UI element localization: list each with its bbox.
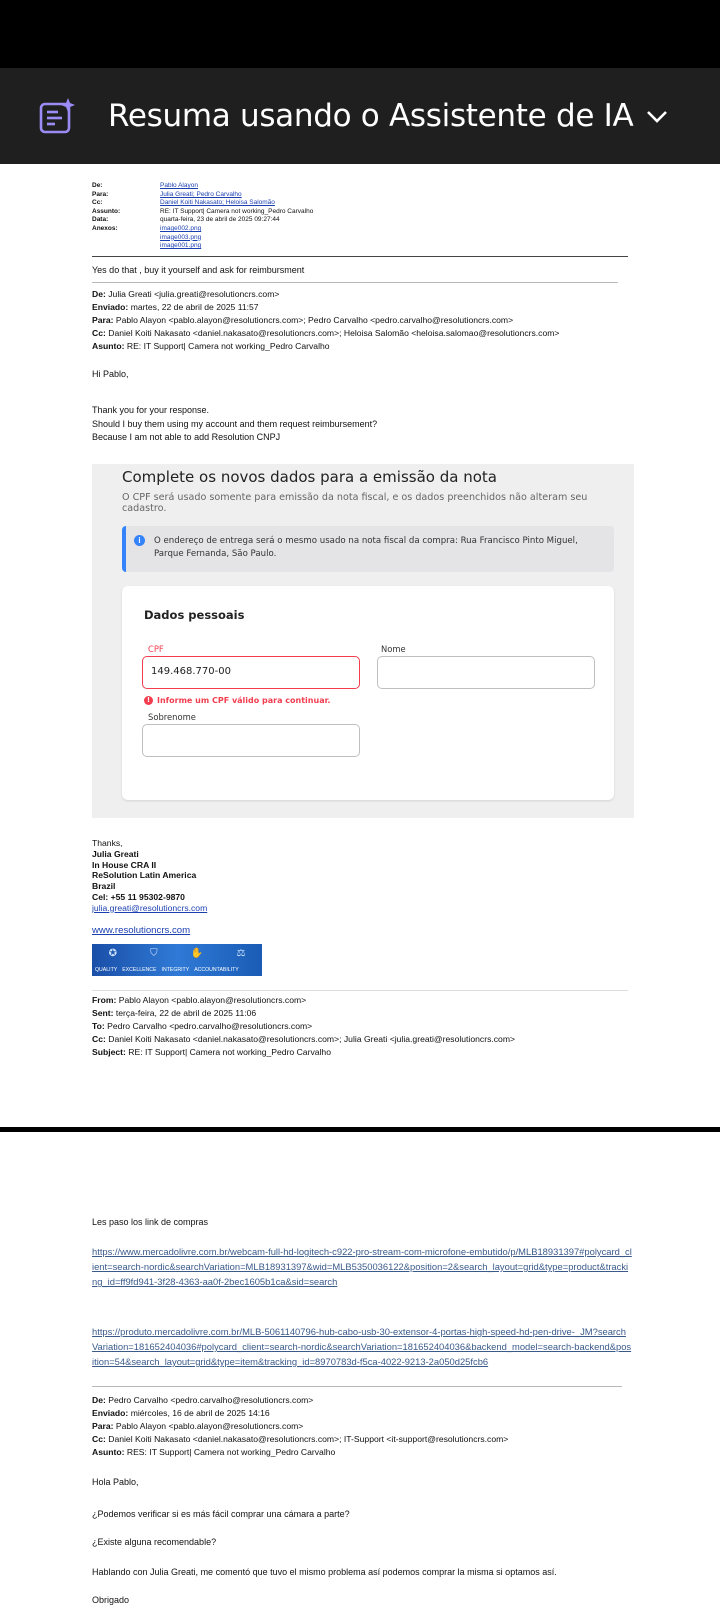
info-notice: i O endereço de entrega será o mesmo usado na nota fiscal da compra: Rua Francisco Pinto Miguel, Parque Fernanda, São Paulo. xyxy=(122,526,614,572)
website-link[interactable]: www.resolutioncrs.com xyxy=(92,924,191,936)
divider xyxy=(92,990,628,991)
closing-2: Obrigado xyxy=(92,1595,130,1605)
cc-link[interactable]: Daniel Koiti Nakasato; Heloisa Salomão xyxy=(160,199,275,207)
shield-icon: ⛉ xyxy=(150,948,158,959)
company-banner: ✪ ⛉ ✋ ⚖ QUALITY EXCELLENCE INTEGRITY ACCOUNTABILITY xyxy=(92,944,262,976)
attachment-link[interactable]: image001.png xyxy=(160,242,202,250)
medal-icon: ✪ xyxy=(108,948,117,959)
cpf-error: ! Informe um CPF válido para continuar. xyxy=(144,696,330,705)
error-icon: ! xyxy=(144,696,153,705)
question-1: ¿Podemos verificar si es más fácil comprar una cámara a parte? xyxy=(92,1509,350,1519)
form-subtitle: O CPF será usado somente para emissão da nota fiscal, e os dados preenchidos não alteram seu cadastro. xyxy=(122,492,588,514)
chevron-down-icon[interactable] xyxy=(644,104,670,130)
email-body: Thank you for your response. Should I buy them using my account and them request reimbursement? Because I am not able to add Resolution CNPJ xyxy=(92,405,378,442)
handshake-icon: ✋ xyxy=(190,948,204,959)
forwarded-header: De: Pablo Alayon Para: Julia Greati; Pedro Carvalho Cc: Daniel Koiti Nakasato; Heloisa Salomão Assunto: RE: IT Support| Camera not working_Pedro Carvalho Data: quarta-feira, 23 de abril de 2025 09:27:44 Anexos: image002.png image003.png image001.png xyxy=(92,182,314,250)
attachment-link[interactable]: image002.png xyxy=(160,224,202,232)
nome-field[interactable] xyxy=(377,656,595,689)
ai-assistant-title[interactable]: Resuma usando o Assistente de IA xyxy=(108,98,634,134)
email-page-1 xyxy=(0,164,720,1128)
divider xyxy=(92,256,628,257)
purchase-link-1[interactable]: https://www.mercadolivre.com.br/webcam-full-hd-logitech-c922-pro-stream-com-microfone-embutido/p/MLB18931397#polycard_client=search-nordic&searchVariation=MLB18931397&wid=MLB5350036122&position=2&search_layout=grid&type=product&tracking_id=ff9fd941-3f28-4363-aa0f-2bec1605b1ca&sid=search xyxy=(92,1246,632,1287)
info-icon: i xyxy=(134,535,145,546)
divider xyxy=(92,1386,622,1387)
email-page-2 xyxy=(0,1132,720,1605)
links-intro: Les paso los link de compras xyxy=(92,1217,209,1227)
body-2: Hablando con Julia Greati, me comentó que tuvo el mismo problema así podemos comprar la misma si optamos así. xyxy=(92,1567,557,1577)
reply-text: Yes do that , buy it yourself and ask for reimbursment xyxy=(92,265,305,275)
email-meta-1: De: Julia Greati <julia.greati@resolutioncrs.com> Enviado: martes, 22 de abril de 2025 11:57 Para: Pablo Alayon <pablo.alayon@resolutioncrs.com>; Pedro Carvalho <pedro.carvalho@resolutioncrs.com> Cc: Daniel Koiti Nakasato <daniel.nakasato@resolutioncrs.com>; Heloisa Salomão <heloisa.salomao@resolutioncrs.com> Asunto: RE: IT Support| Camera not working_Pedro Carvalho xyxy=(92,289,560,351)
email-meta-3: De: Pedro Carvalho <pedro.carvalho@resolutioncrs.com> Enviado: miércoles, 16 de abril de 2025 14:16 Para: Pablo Alayon <pablo.alayon@resolutioncrs.com> Cc: Daniel Koiti Nakasato <daniel.nakasato@resolutioncrs.com>; IT-Support <it-support@resolutioncrs.com> Asunto: RES: IT Support| Camera not working_Pedro Carvalho xyxy=(92,1395,509,1457)
card-title: Dados pessoais xyxy=(144,608,245,622)
signature-email-link[interactable]: julia.greati@resolutioncrs.com xyxy=(92,902,208,913)
from-link[interactable]: Pablo Alayon xyxy=(160,182,198,189)
status-bar xyxy=(0,0,720,68)
sobrenome-field[interactable] xyxy=(142,724,360,757)
greeting-2: Hola Pablo, xyxy=(92,1477,139,1487)
to-link[interactable]: Julia Greati; Pedro Carvalho xyxy=(160,190,242,198)
email-meta-2: From: Pablo Alayon <pablo.alayon@resolutioncrs.com> Sent: terça-feira, 22 de abril de 2025 11:06 To: Pedro Carvalho <pedro.carvalho@resolutioncrs.com> Cc: Daniel Koiti Nakasato <daniel.nakasato@resolutioncrs.com>; Julia Greati <julia.greati@resolutioncrs.com> Subject: RE: IT Support| Camera not working_Pedro Carvalho xyxy=(92,995,516,1057)
purchase-link-2[interactable]: https://produto.mercadolivre.com.br/MLB-5061140796-hub-cabo-usb-30-extensor-4-portas-high-speed-hd-pen-drive-_JM?searchVariation=181652404036#polycard_client=search-nordic&searchVariation=181652404036&backend_model=search-backend&position=54&search_layout=grid&type=item&tracking_id=8970783d-f5ca-4022-9213-2a050d25fcb6 xyxy=(92,1326,632,1367)
hammer-icon: ⚖ xyxy=(236,948,246,959)
cpf-field[interactable]: 149.468.770-00 xyxy=(142,656,360,689)
embedded-form-screenshot xyxy=(92,464,634,818)
greeting: Hi Pablo, xyxy=(92,369,129,379)
cpf-label: CPF xyxy=(148,644,164,654)
ai-summary-icon[interactable] xyxy=(38,96,78,136)
signature: Thanks, Julia Greati In House CRA II ReSolution Latin America Brazil Cel: +55 11 95302-9870 julia.greati@resolutioncrs.com www.resolutioncrs.com xyxy=(92,838,208,936)
question-2: ¿Existe alguna recomendable? xyxy=(92,1537,217,1547)
attachment-link[interactable]: image003.png xyxy=(160,233,202,241)
divider xyxy=(92,282,618,283)
personal-data-card xyxy=(122,586,614,800)
nome-label: Nome xyxy=(381,644,406,654)
sobrenome-label: Sobrenome xyxy=(148,712,196,722)
form-title: Complete os novos dados para a emissão da nota xyxy=(122,468,497,486)
ai-assistant-bar[interactable] xyxy=(0,68,720,164)
